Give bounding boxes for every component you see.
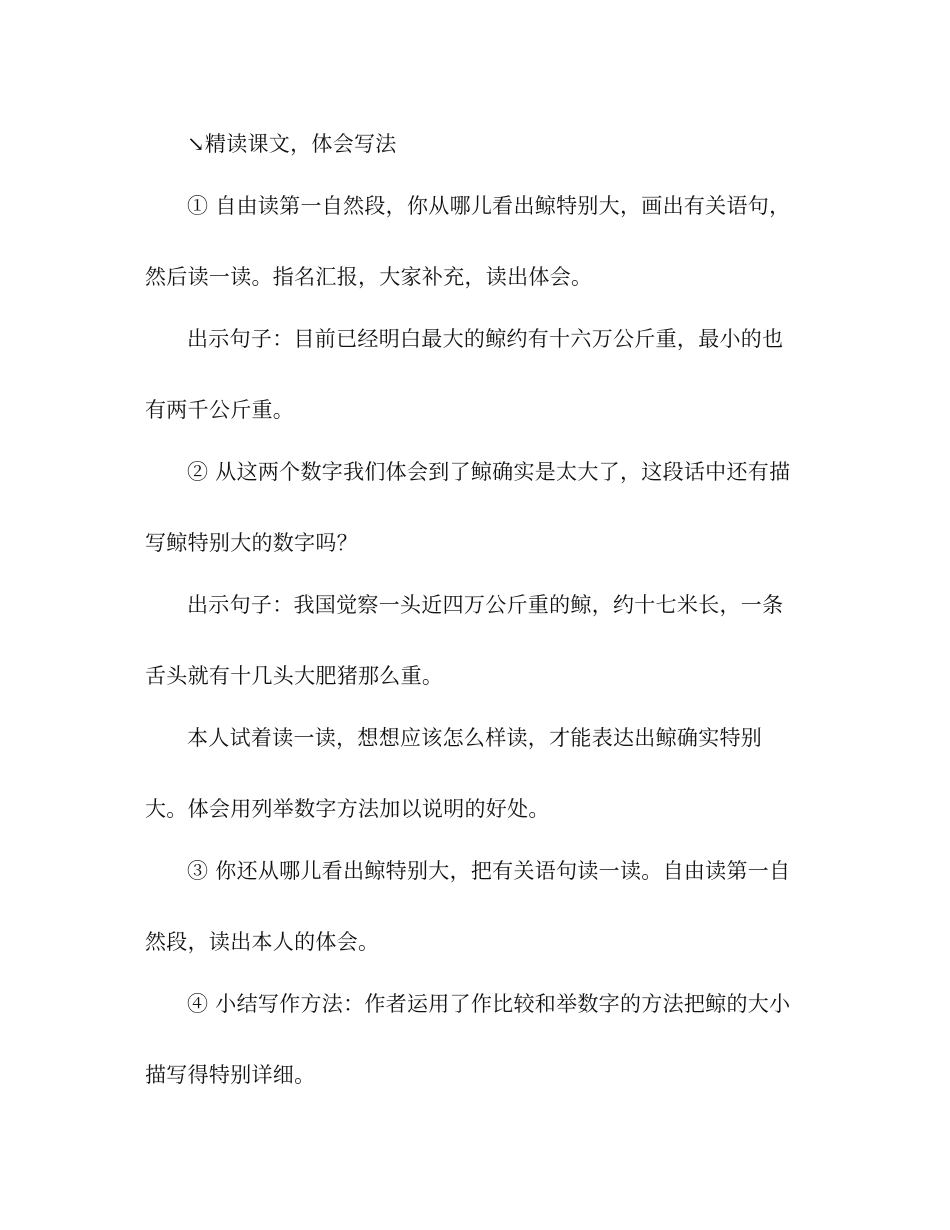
paragraph-line: ④ 小结写作方法：作者运用了作比较和举数字的方法把鲸的大小 [187,992,791,1016]
paragraph-line: ① 自由读第一自然段，你从哪儿看出鲸特别大，画出有关语句， [187,194,791,218]
paragraph-line: 出示句子：我国觉察一头近四万公斤重的鲸，约十七米长，一条 [187,593,784,617]
paragraph-line: 描写得特别详细。 [145,1063,316,1087]
paragraph-line: 然后读一读。指名汇报，大家补充，读出体会。 [145,265,593,289]
paragraph-line: ③ 你还从哪儿看出鲸特别大，把有关语句读一读。自由读第一自 [187,859,791,883]
paragraph-line: ② 从这两个数字我们体会到了鲸确实是太大了，这段话中还有描 [187,460,791,484]
paragraph-line: 舌头就有十几头大肥猪那么重。 [145,664,444,688]
paragraph-line: 然段，读出本人的体会。 [145,930,380,954]
paragraph-line: 大。体会用列举数字方法加以说明的好处。 [145,797,550,821]
paragraph-line: 出示句子：目前已经明白最大的鲸约有十六万公斤重，最小的也 [187,327,784,351]
paragraph-line: 写鲸特别大的数字吗？ [145,531,358,555]
paragraph-line: 有两千公斤重。 [145,398,295,422]
section-heading: ↘精读课文，体会写法 [187,132,397,156]
paragraph-line: 本人试着读一读，想想应该怎么样读，才能表达出鲸确实特别 [187,726,763,750]
